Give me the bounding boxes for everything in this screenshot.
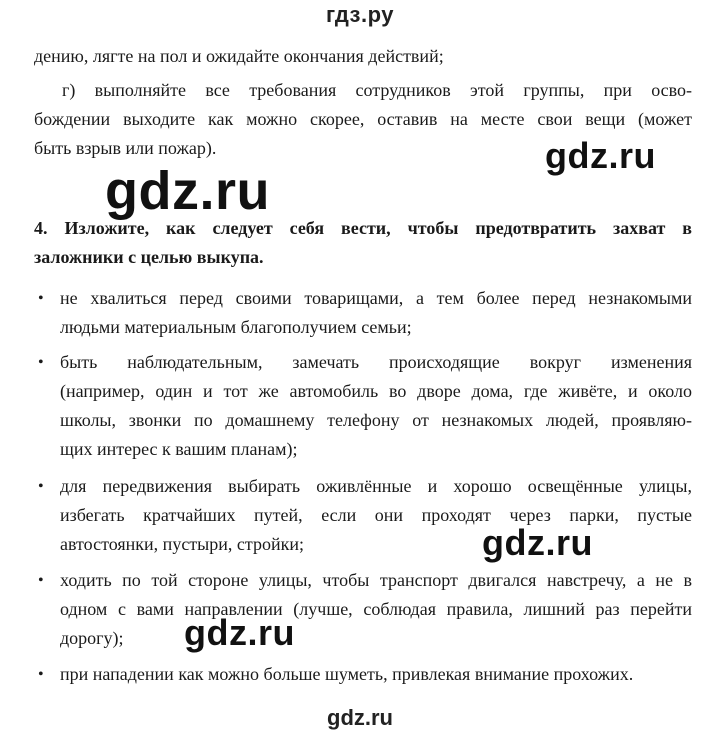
watermark: gdz.ru [545, 135, 656, 176]
list-item-line: ходить по той стороне улицы, чтобы транспорт двигался навстречу, а не в [60, 570, 692, 590]
watermark: gdz.ru [327, 705, 393, 730]
item-g-line: г) выполняйте все требования сотрудников этой группы, при осво- [62, 80, 692, 100]
question-line: 4. Изложите, как следует себя вести, чтобы предотвратить захват в [34, 218, 692, 238]
bullet-marker: • [38, 354, 44, 371]
list-item [34, 472, 692, 559]
list-item-line: (например, один и тот же автомобиль во дворе дома, где живёте, и около [60, 381, 692, 401]
bullet-marker: • [38, 572, 44, 589]
list-item [34, 660, 692, 689]
list-item-line: щих интерес к вашим планам); [60, 439, 298, 459]
list-item-line: при нападении как можно больше шуметь, привлекая внимание прохожих. [60, 664, 634, 684]
question-line: заложники с целью выкупа. [34, 247, 264, 267]
bullet-marker: • [38, 478, 44, 495]
list-item-line: одном с вами направлении (лучше, соблюдая правила, лишний раз перейти [60, 599, 692, 619]
bullet-marker: • [38, 666, 44, 683]
watermark: gdz.ru [105, 161, 270, 221]
list-item [34, 348, 692, 464]
watermark: gdz.ru [184, 612, 295, 653]
site-header: гдз.ру [326, 2, 394, 27]
list-item-line: школы, звонки по домашнему телефону от незнакомых людей, проявляю- [60, 410, 692, 430]
list-item [34, 284, 692, 342]
bullet-marker: • [38, 290, 44, 307]
watermark: gdz.ru [482, 522, 593, 563]
list-item-line: автостоянки, пустыри, стройки; [60, 534, 304, 554]
continuation-line: дению, лягте на пол и ожидайте окончания действий; [34, 46, 444, 66]
list-item-line: избегать кратчайших путей, если они проходят через парки, пустые [60, 505, 692, 525]
list-item-line: не хвалиться перед своими товарищами, а тем более перед незнакомыми [60, 288, 692, 308]
item-g-line: бождении выходите как можно скорее, оставив на месте свои вещи (может [34, 109, 692, 129]
list-item-line: быть наблюдательным, замечать происходящие вокруг изменения [60, 352, 692, 372]
list-item-line: людьми материальным благополучием семьи; [60, 317, 412, 337]
list-item-line: для передвижения выбирать оживлённые и хорошо освещённые улицы, [60, 476, 692, 496]
question-heading [34, 214, 692, 272]
list-item [34, 566, 692, 653]
item-g-line: быть взрыв или пожар). [34, 138, 217, 158]
list-item-line: дорогу); [60, 628, 124, 648]
